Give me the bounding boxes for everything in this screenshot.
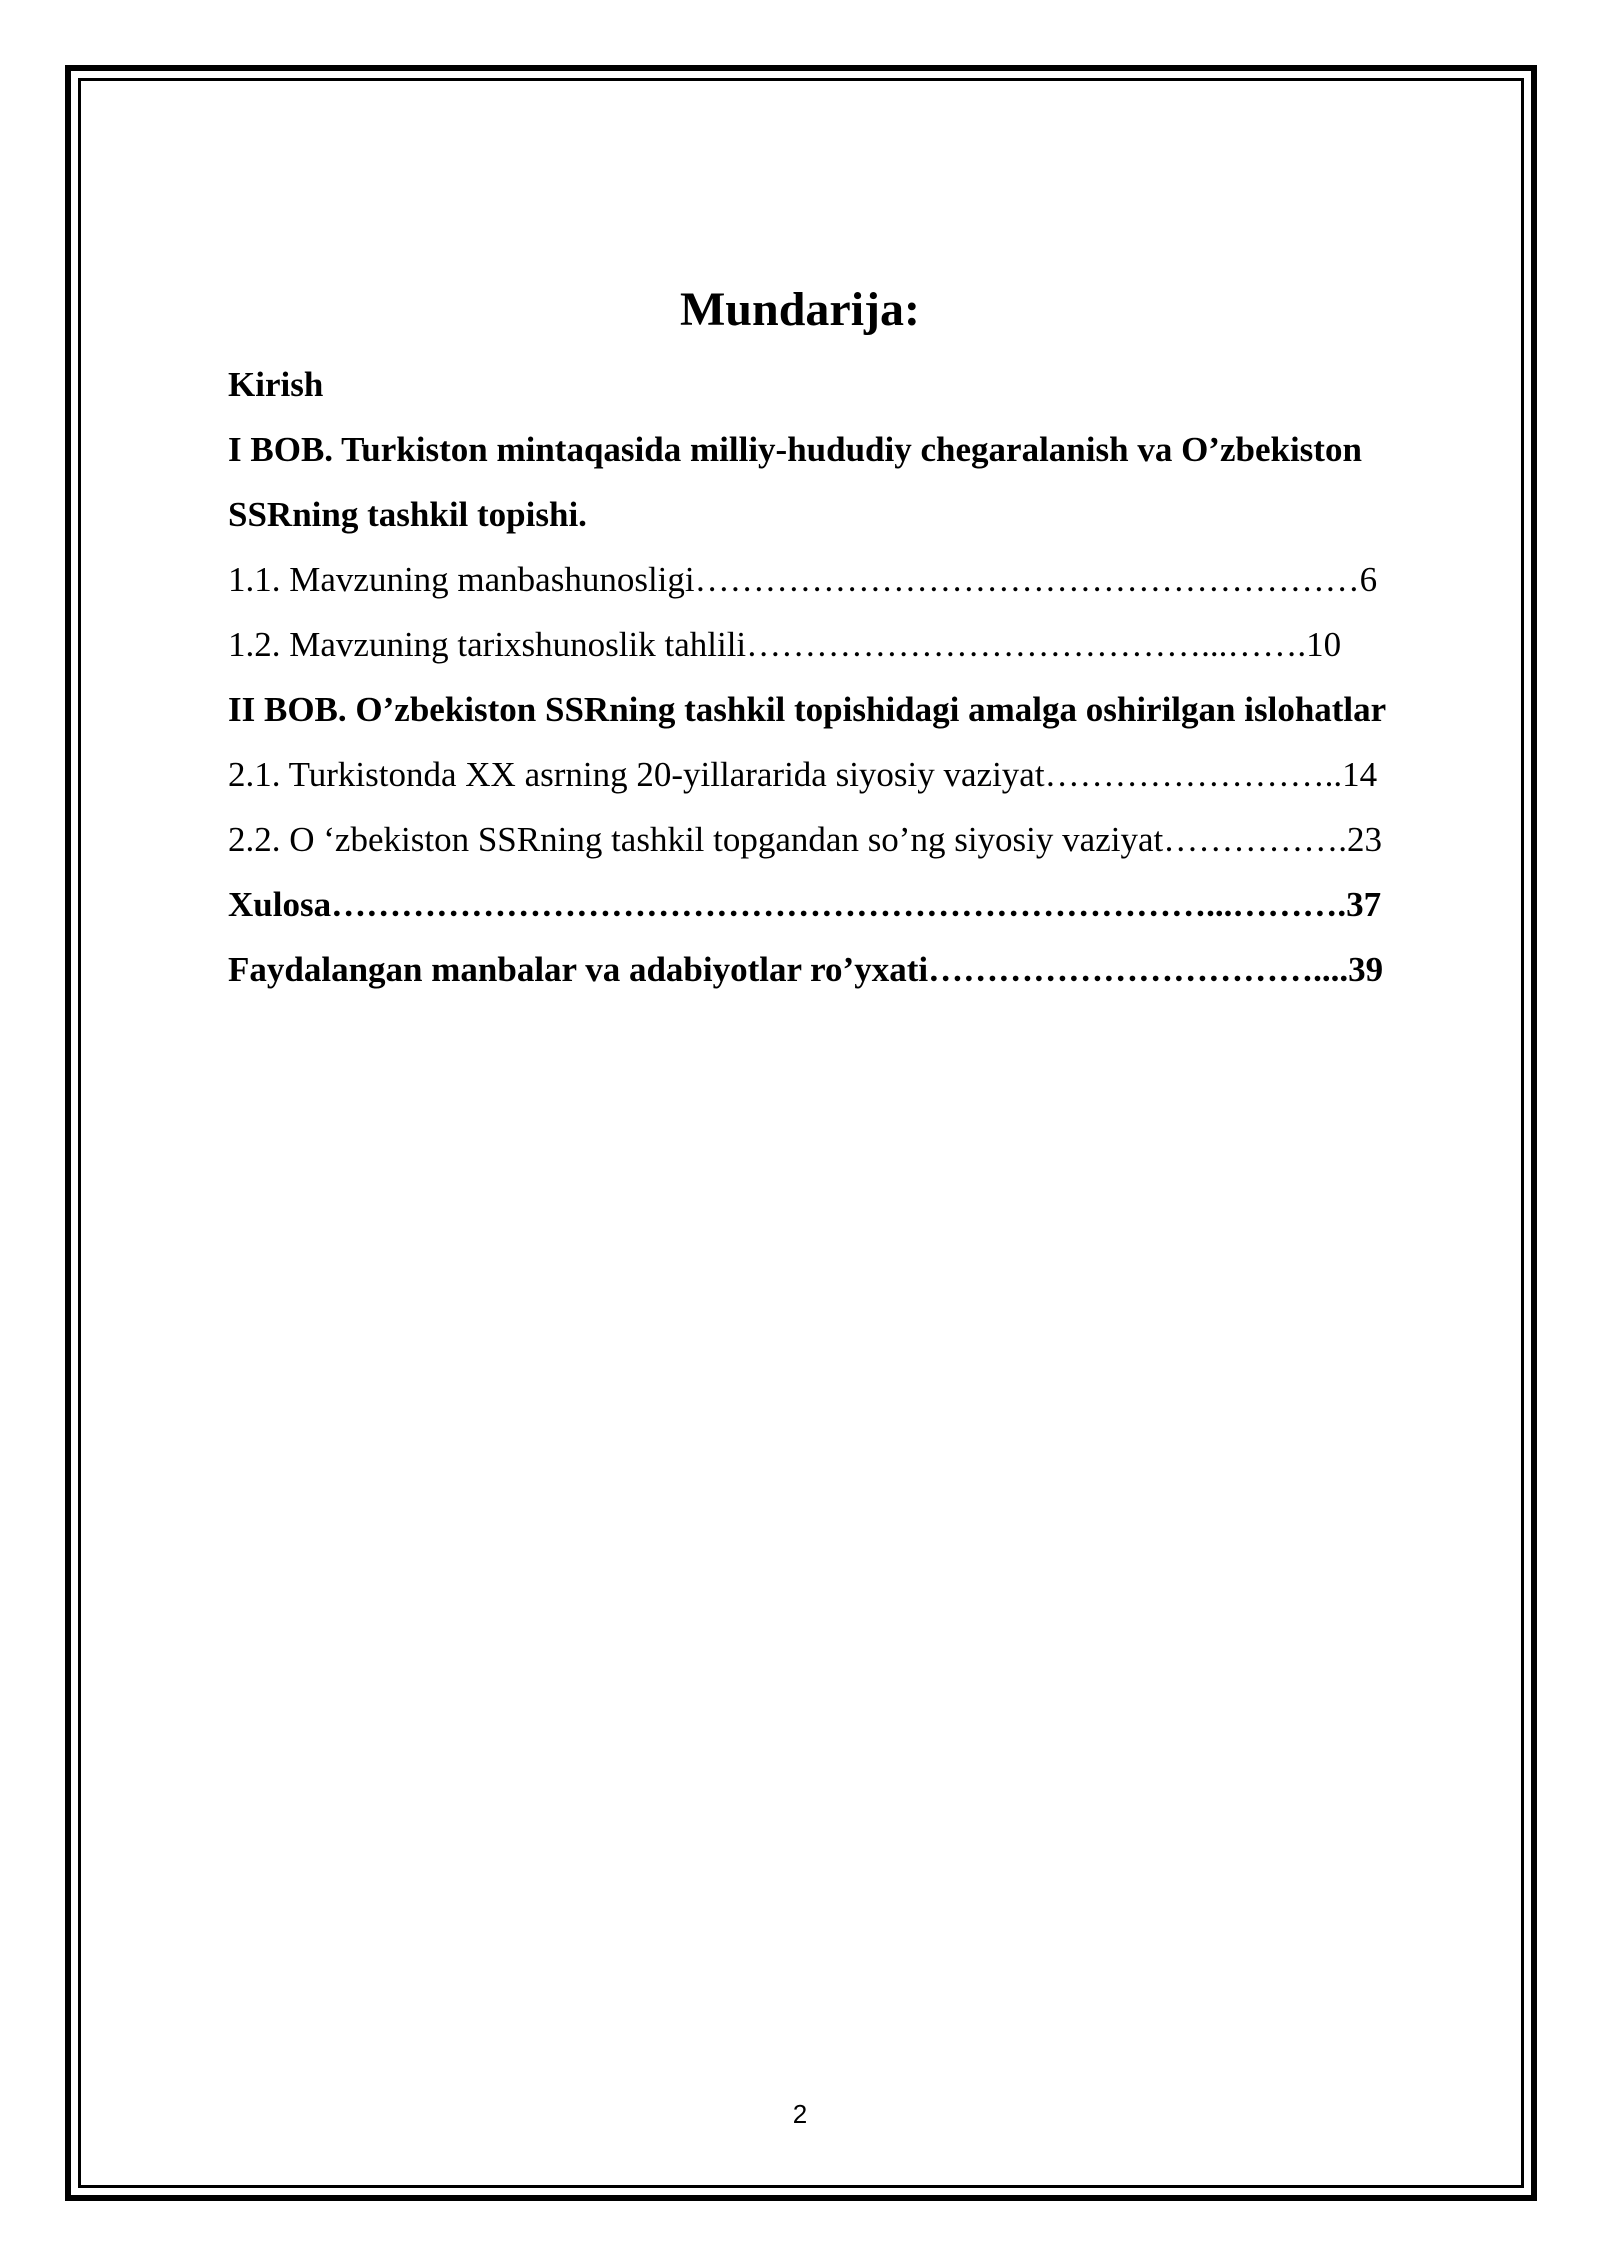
toc-title: Mundarija: [680, 283, 920, 336]
toc-entry-references: Faydalangan manbalar va adabiyotlar ro’yxati……………………………....39 [228, 950, 1384, 989]
toc-chapter-1-heading: I BOB. Turkiston mintaqasida milliy-hududiy chegaralanish va O’zbekiston [228, 430, 1362, 469]
toc-entry-1-1: 1.1. Mavzuning manbashunosligi…………………………………………………6 [228, 560, 1378, 599]
toc-entry-conclusion: Xulosa…………………………………………………………………...……….37 [228, 885, 1382, 924]
page-number: 2 [792, 2099, 808, 2129]
toc-entry-2-1: 2.1. Turkistonda XX asrning 20-yillararida siyosiy vaziyat……………………..14 [228, 755, 1378, 794]
toc-entry-1-2: 1.2. Mavzuning tarixshunoslik tahlili…………………………………...…….10 [228, 625, 1342, 664]
toc-entry-introduction: Kirish [228, 365, 324, 404]
toc-chapter-2-heading: II BOB. O’zbekiston SSRning tashkil topishidagi amalga oshirilgan islohatlar [228, 690, 1387, 729]
toc-chapter-1-heading-continued: SSRning tashkil topishi. [228, 495, 587, 534]
toc-entry-2-2: 2.2. O ‘zbekiston SSRning tashkil topgandan so’ng siyosiy vaziyat…………….23 [228, 820, 1382, 859]
